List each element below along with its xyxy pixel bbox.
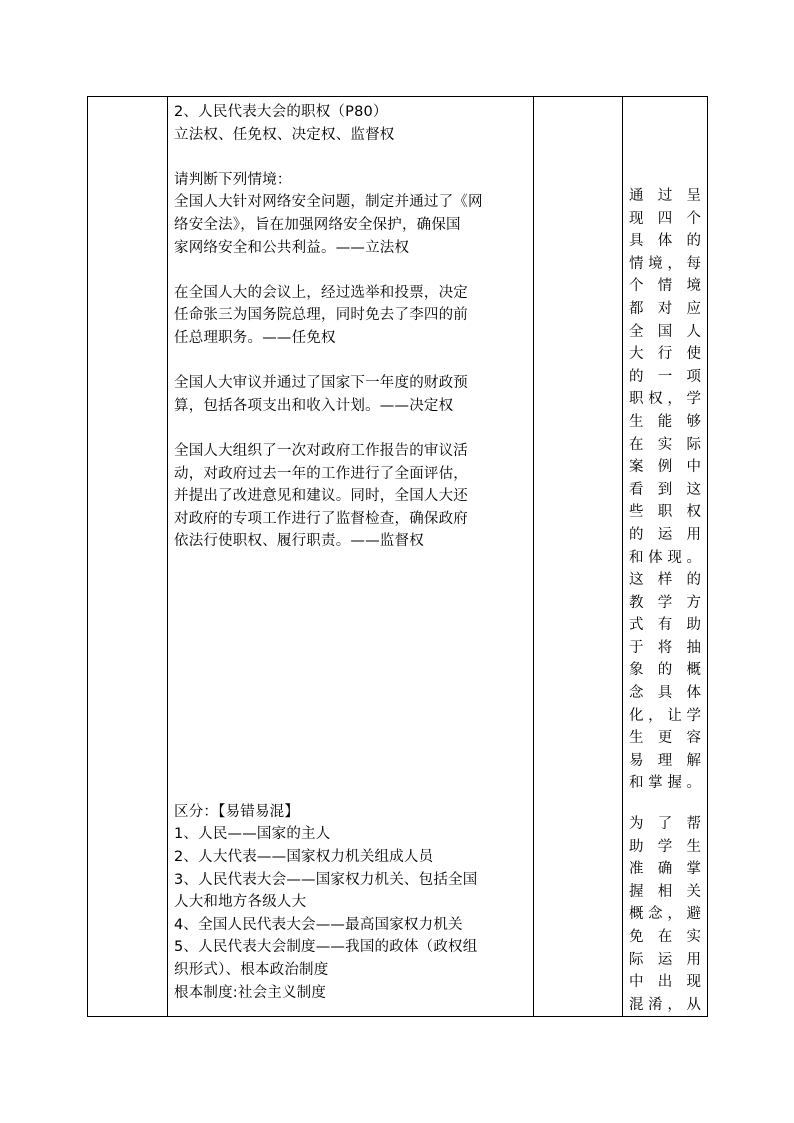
note-line: 些职权	[629, 504, 701, 521]
scenario-4-line: 动，对政府过去一年的工作进行了全面评估，	[174, 465, 468, 482]
note-line: 大行使	[629, 346, 701, 363]
scenario-1-line: 全国人大针对网络安全问题，制定并通过了《网	[174, 194, 483, 211]
scenario-2-line: 在全国人大的会议上，经过选举和投票，决定	[174, 284, 468, 301]
note-line: 教学方	[629, 594, 701, 611]
note-line: 这样的	[629, 572, 701, 589]
note-line: 和掌握。	[629, 775, 701, 792]
note-line: 情境，每	[629, 255, 701, 272]
note-line: 的运用	[629, 526, 701, 543]
note-line: 念具体	[629, 685, 701, 702]
distinguish-item: 3、人民代表大会——国家权力机关、包括全国	[174, 871, 478, 888]
note-line: 于将抽	[629, 639, 701, 656]
scenario-2-line: 任总理职务。——任免权	[174, 329, 336, 346]
prompt-line: 请判断下列情境：	[174, 171, 292, 188]
note-line: 在实际	[629, 436, 701, 453]
cell-design-intent	[623, 97, 708, 1017]
note-line: 中出现	[629, 974, 701, 991]
powers-line: 立法权、任免权、决定权、监督权	[174, 126, 395, 143]
distinguish-item: 织形式）、根本政治制度	[174, 962, 329, 979]
note-line: 象的概	[629, 662, 701, 679]
note-line: 通过呈	[629, 188, 701, 204]
note-line: 都对应	[629, 300, 701, 317]
lesson-table	[87, 96, 708, 1017]
scenario-4-line: 依法行使职权、履行职责。——监督权	[174, 533, 424, 550]
note-line: 式有助	[629, 617, 701, 634]
note-line: 和体现。	[629, 549, 701, 566]
note-line: 助学生	[629, 838, 701, 855]
scenario-1-line: 络安全法》，旨在加强网络安全保护，确保国	[174, 216, 461, 233]
note-line: 案例中	[629, 459, 701, 476]
note-line: 为了帮	[629, 816, 701, 833]
note-line: 现四个	[629, 210, 701, 227]
distinguish-item: 4、全国人民代表大会——最高国家权力机关	[174, 916, 463, 933]
note-line: 职权，学	[629, 391, 701, 408]
note-line: 的一项	[629, 368, 701, 385]
note-line: 免在实	[629, 929, 701, 945]
cell-teaching-content	[168, 97, 534, 1017]
note-line: 生更容	[629, 730, 701, 747]
scenario-4-line: 全国人大组织了一次对政府工作报告的审议活	[174, 442, 468, 459]
distinguish-item: 5、人民代表大会制度——我国的政体（政权组	[174, 939, 478, 956]
distinguish-item: 2、人大代表——国家权力机关组成人员	[174, 849, 434, 866]
cell-empty-activity	[534, 97, 623, 1017]
distinguish-item: 1、人民——国家的主人	[174, 826, 331, 843]
note-line: 易理解	[629, 752, 701, 769]
note-line: 概念，避	[629, 906, 701, 923]
section-heading: 2、人民代表大会的职权（P80）	[174, 104, 388, 120]
note-line: 全国人	[629, 323, 701, 340]
note-line: 握相关	[629, 883, 701, 900]
scenario-4-line: 对政府的专项工作进行了监督检查，确保政府	[174, 510, 468, 527]
cell-empty-left	[88, 97, 168, 1017]
table-row	[88, 97, 708, 1017]
distinguish-item: 根本制度:社会主义制度	[174, 984, 327, 1001]
design-note-1	[623, 185, 707, 795]
distinguish-item: 人大和地方各级人大	[174, 894, 307, 911]
scenario-3-line: 全国人大审议并通过了国家下一年度的财政预	[174, 375, 468, 392]
note-line: 准确掌	[629, 861, 701, 878]
teaching-content	[168, 97, 533, 1004]
scenario-2-line: 任命张三为国务院总理，同时免去了李四的前	[174, 307, 468, 324]
note-line: 个情境	[629, 278, 701, 295]
scenario-1-line: 家网络安全和公共利益。——立法权	[174, 239, 410, 256]
design-note-2	[623, 813, 707, 1016]
note-line: 际运用	[629, 951, 701, 968]
note-line: 具体的	[629, 233, 701, 250]
note-line: 看到这	[629, 481, 701, 498]
note-line: 生能够	[629, 413, 701, 430]
note-line: 化，让学	[629, 707, 701, 724]
scenario-4-line: 并提出了改进意见和建议。同时，全国人大还	[174, 488, 468, 505]
note-line: 混淆，从	[629, 996, 701, 1013]
distinguish-title: 区分：【易错易混】	[174, 803, 300, 820]
scenario-3-line: 算，包括各项支出和收入计划。——决定权	[174, 397, 454, 414]
